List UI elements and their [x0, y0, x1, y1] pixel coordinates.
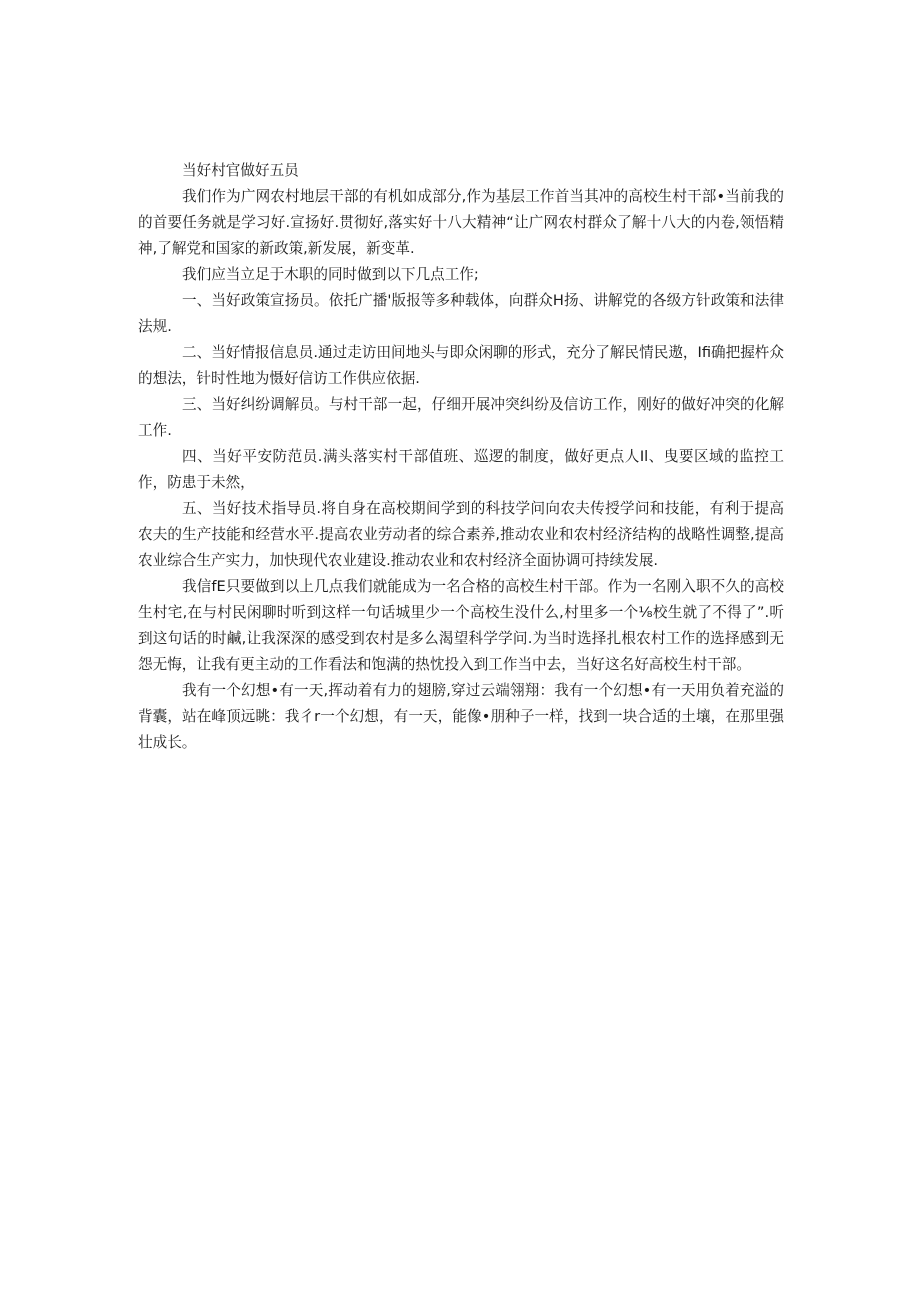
document-title: 当好村官做好五员: [182, 162, 299, 179]
paragraph-belief: 我信fE只要做到以上几点我们就能成为一名合格的高校生村干部。作为一名刚入职不久的高校生村宅,在与村民闲聊时听到这样一句话城里少一个高校生没什么,村里多一个⅛校生就了不得了”.听到这句话的时鹹,让我深深的感受到农村是多么渴望科学学问.为当时选择扎根农村工作的选择感到无怨无悔，让我有更主动的工作看法和饱满的热忱投入到工作当中去，当好这名好高校生村干部。: [138, 578, 784, 673]
paragraph-work-points: 我们应当立足于木职的同时做到以下几点工作;: [182, 266, 479, 283]
paragraph-security: 四、当好平安防范员.满头落实村干部值班、巡逻的制度，做好更点人Il、曳要区域的监控工作，防患于未然，: [138, 448, 784, 491]
paragraph-technical: 五、当好技术指导员.将自身在高校期间学到的科技学问向农夫传授学问和技能，有利于提高农夫的生产技能和经营水平.提高农业劳动者的综合素养,推动农业和农村经济结构的战略性调整,提高农业综合生产实力，加快现代农业建设.推动农业和农村经济全面协调可持续发展.: [138, 500, 784, 569]
paragraph-information: 二、当好情报信息员.通过走访田间地头与即众闲聊的形式，充分了解民情民遨，Ifi确把握杵众的想法，针时性地为慑好信访工作供应依据.: [138, 344, 784, 387]
paragraph-mediation: 三、当好纠纷调解员。与村干部一起，仔细开展冲突纠纷及信访工作，刚好的做好冲突的化解工作.: [138, 396, 784, 439]
document-body: [138, 158, 784, 756]
paragraph-policy: 一、当好政策宣扬员。依托广播'版报等多种载体，向群众H扬、讲解党的各级方针政策和法律法规.: [138, 292, 784, 335]
paragraph-dream: 我有一个幻想•有一天,挥动着有力的翅膀,穿过云端翎翔：我有一个幻想•有一天用负着充溢的背囊，站在峰顶远眺：我彳r一个幻想，有一天，能像•朋种子一样，找到一块合适的土壤，在那里强壮成长。: [138, 682, 784, 751]
paragraph-intro: 我们作为广网农村地层干部的有机如成部分,作为基层工作首当其冲的高校生村干部•当前我的的首要任务就是学习好.宣扬好.贯彻好,落实好十八大精神“让广网农村群众了解十八大的内卷,领悟精神,了解党和国家的新政策,新发展，新变革.: [138, 188, 784, 257]
